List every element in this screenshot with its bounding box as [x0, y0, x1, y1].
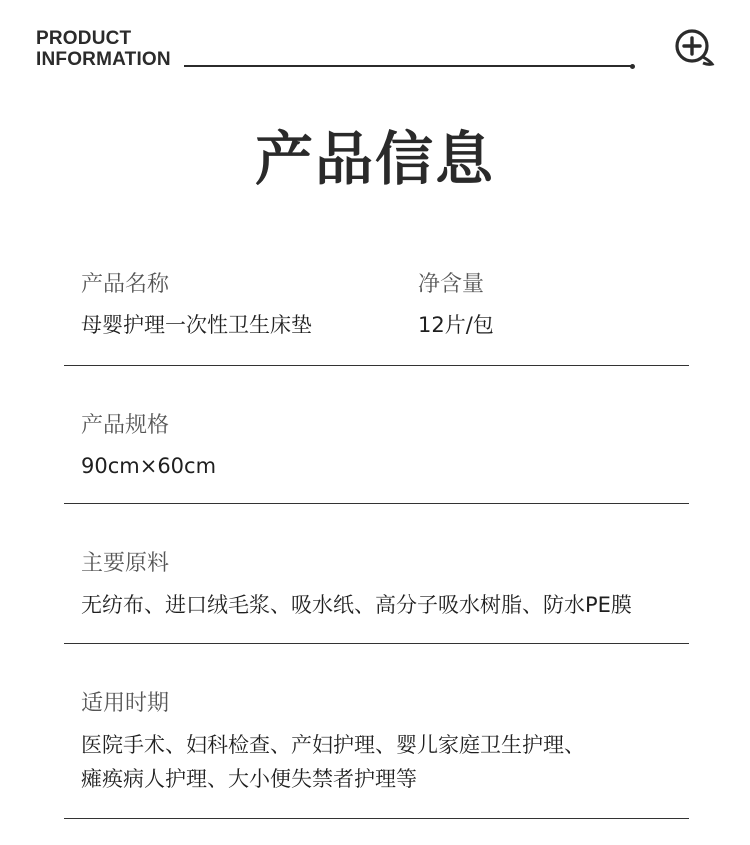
product-name-label: 产品名称 — [81, 272, 170, 297]
materials-label: 主要原料 — [81, 551, 170, 576]
header-label-line2: INFORMATION — [36, 49, 171, 70]
spec-label: 产品规格 — [81, 413, 170, 438]
divider — [64, 365, 689, 366]
materials-value: 无纺布、进口绒毛浆、吸水纸、高分子吸水树脂、防水PE膜 — [81, 593, 632, 617]
net-content-label: 净含量 — [418, 272, 485, 297]
divider — [64, 503, 689, 504]
header-label-line1: PRODUCT — [36, 28, 132, 49]
divider — [64, 818, 689, 819]
header-rule-dot — [630, 64, 635, 69]
product-name-value: 母婴护理一次性卫生床垫 — [81, 313, 312, 337]
chat-plus-icon[interactable] — [672, 28, 716, 70]
divider — [64, 643, 689, 644]
usage-value-line2: 瘫痪病人护理、大小便失禁者护理等 — [81, 767, 417, 791]
header-rule — [184, 65, 632, 67]
usage-value-line1: 医院手术、妇科检查、产妇护理、婴儿家庭卫生护理、 — [81, 733, 585, 757]
spec-value: 90cm×60cm — [81, 454, 217, 478]
usage-label: 适用时期 — [81, 691, 170, 716]
page-title: 产品信息 — [254, 125, 495, 193]
header-label — [36, 28, 171, 70]
net-content-value: 12片/包 — [418, 313, 494, 337]
